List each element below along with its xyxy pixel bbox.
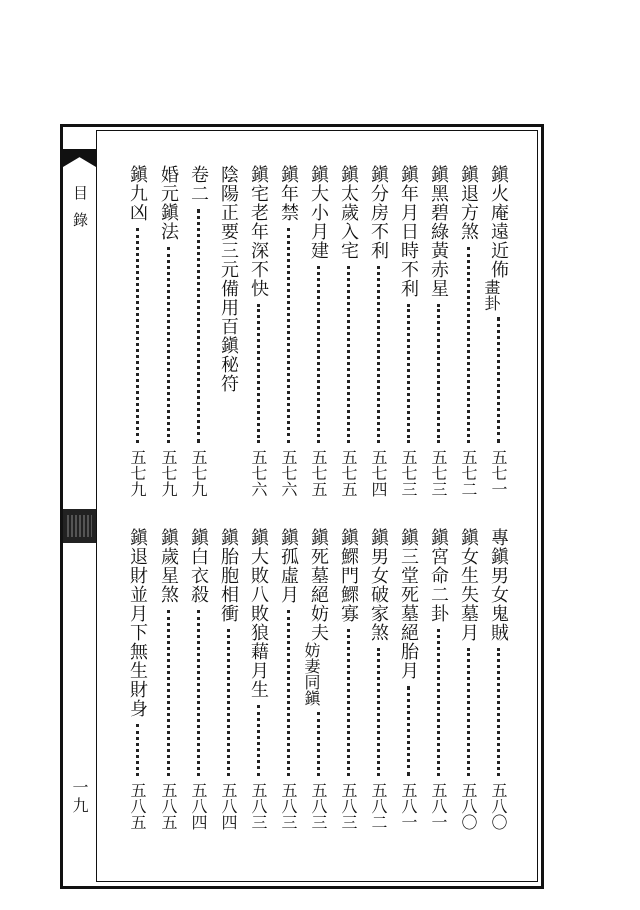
toc-entry-page: 五八三 — [339, 782, 358, 830]
toc-entry-page: 五七五 — [309, 449, 328, 497]
toc-leader-dots — [497, 648, 500, 776]
toc-leader-dots — [197, 209, 200, 443]
toc-entry — [124, 528, 150, 830]
toc-entry-page: 五七六 — [249, 449, 268, 497]
toc-entry-title: 鎭三堂死墓絕胎月 — [398, 528, 419, 680]
toc-entry-page: 五八一 — [429, 782, 448, 830]
toc-entry — [275, 165, 301, 497]
toc-leader-dots — [257, 705, 260, 776]
toc-leader-dots — [467, 648, 470, 776]
toc-entry-note: 妨妻同鎭 — [302, 642, 321, 706]
toc-leader-dots — [347, 266, 350, 443]
toc-entry — [395, 528, 421, 830]
toc-entry-page: 五七九 — [128, 449, 147, 497]
toc-entry — [245, 528, 271, 830]
toc-entry-title: 鎭大敗八敗狼藉月生 — [248, 528, 269, 699]
toc-entry-title: 鎭鰥門鰥寡 — [338, 528, 359, 623]
toc-entry-title: 鎭年禁 — [278, 165, 299, 222]
toc-entry-page: 五七六 — [279, 449, 298, 497]
toc-entry-title: 鎭孤虛月 — [278, 528, 299, 604]
toc-leader-dots — [437, 304, 440, 443]
toc-entry-page: 五八〇 — [459, 782, 478, 830]
fishtail-middle-ornament — [63, 509, 96, 543]
toc-entry-page: 五八一 — [399, 782, 418, 830]
toc-leader-dots — [197, 610, 200, 776]
toc-entry-title: 鎭女生失墓月 — [458, 528, 479, 642]
toc-entry-title: 鎭宅老年深不快 — [248, 165, 269, 298]
toc-entry — [455, 528, 481, 830]
toc-entry — [155, 165, 181, 497]
toc-entry-page: 五八五 — [159, 782, 178, 830]
toc-entry — [124, 165, 150, 497]
toc-entry — [302, 528, 331, 830]
toc-leader-dots — [227, 629, 230, 776]
toc-entry-title: 鎭胎胞相衝 — [218, 528, 239, 623]
toc-entry — [485, 528, 511, 830]
toc-entry — [335, 165, 361, 497]
toc-leader-dots — [407, 686, 410, 776]
toc-entry-page: 五八三 — [249, 782, 268, 830]
page-number: 一九 — [70, 779, 89, 815]
toc-entry-page: 五八〇 — [489, 782, 508, 830]
toc-leader-dots — [347, 629, 350, 776]
toc-entry-page: 五七三 — [429, 449, 448, 497]
toc-leader-dots — [377, 648, 380, 776]
toc-entry-title: 鎭九凶 — [127, 165, 148, 222]
toc-entry — [425, 528, 451, 830]
toc-entry-title: 鎭大小月建 — [308, 165, 329, 260]
toc-entry-title: 鎭退方煞 — [458, 165, 479, 241]
toc-leader-dots — [317, 712, 320, 776]
toc-entry-page: 五七三 — [399, 449, 418, 497]
toc-leader-dots — [136, 724, 139, 776]
toc-entry — [185, 528, 211, 830]
toc-entry — [395, 165, 421, 497]
toc-entry-page: 五七九 — [189, 449, 208, 497]
toc-entry-page: 五八二 — [369, 782, 388, 830]
toc-entry-note: 畫卦 — [482, 279, 501, 311]
toc-entry — [482, 165, 511, 497]
fishtail-top-ornament — [63, 149, 96, 167]
toc-entry-title: 鎭白衣殺 — [188, 528, 209, 604]
toc-leader-dots — [167, 247, 170, 443]
toc-entry-title: 卷二 — [188, 165, 209, 203]
toc-leader-dots — [437, 629, 440, 776]
toc-entry — [215, 528, 241, 830]
toc-entry-page: 五七五 — [339, 449, 358, 497]
toc-entry-title: 鎭分房不利 — [368, 165, 389, 260]
toc-entry — [155, 528, 181, 830]
toc-entry-title: 鎭歲星煞 — [158, 528, 179, 604]
toc-entry-title: 專鎭男女鬼賊 — [488, 528, 509, 642]
toc-leader-dots — [167, 610, 170, 776]
toc-entry-title: 鎭火庵遠近佈 — [488, 165, 509, 279]
toc-entry-page: 五八三 — [309, 782, 328, 830]
toc-entry-title: 鎭宮命二卦 — [428, 528, 449, 623]
toc-entry — [365, 165, 391, 497]
toc-entry — [275, 528, 301, 830]
toc-entry-title: 鎭年月日時不利 — [398, 165, 419, 298]
toc-entry-page: 五八五 — [128, 782, 147, 830]
toc-entry-page: 五七四 — [369, 449, 388, 497]
toc-leader-dots — [497, 317, 500, 443]
toc-leader-dots — [467, 247, 470, 443]
toc-entry-page: 五八四 — [189, 782, 208, 830]
toc-entry — [245, 165, 271, 497]
toc-entry-page: 五八四 — [219, 782, 238, 830]
toc-entry — [455, 165, 481, 497]
toc-leader-dots — [317, 266, 320, 443]
toc-entry-title: 鎭死墓絕妨夫 — [308, 528, 329, 642]
margin-column — [63, 127, 96, 886]
toc-entry-title: 鎭黑碧綠黃赤星 — [428, 165, 449, 298]
toc-entry-page: 五八三 — [279, 782, 298, 830]
toc-entry — [215, 165, 241, 497]
toc-entry-title: 鎭男女破家煞 — [368, 528, 389, 642]
toc-entry-page: 五七一 — [489, 449, 508, 497]
toc-leader-dots — [377, 266, 380, 443]
toc-leader-dots — [287, 228, 290, 443]
toc-entry-page: 五七二 — [459, 449, 478, 497]
toc-entry-title: 鎭太歲入宅 — [338, 165, 359, 260]
toc-entry-page: 五七九 — [159, 449, 178, 497]
toc-entry — [185, 165, 211, 497]
toc-entry — [365, 528, 391, 830]
toc-entry — [425, 165, 451, 497]
toc-leader-dots — [136, 228, 139, 443]
toc-entry-title: 婚元鎭法 — [158, 165, 179, 241]
toc-leader-dots — [287, 610, 290, 776]
toc-entry — [335, 528, 361, 830]
toc-leader-dots — [407, 304, 410, 443]
toc-entry — [305, 165, 331, 497]
toc-leader-dots — [257, 304, 260, 443]
margin-title: 目錄 — [71, 185, 89, 239]
toc-entry-title: 陰陽正要三元備用百鎭秘符 — [218, 165, 239, 393]
toc-entry-title: 鎭退財並月下無生財身 — [127, 528, 148, 718]
